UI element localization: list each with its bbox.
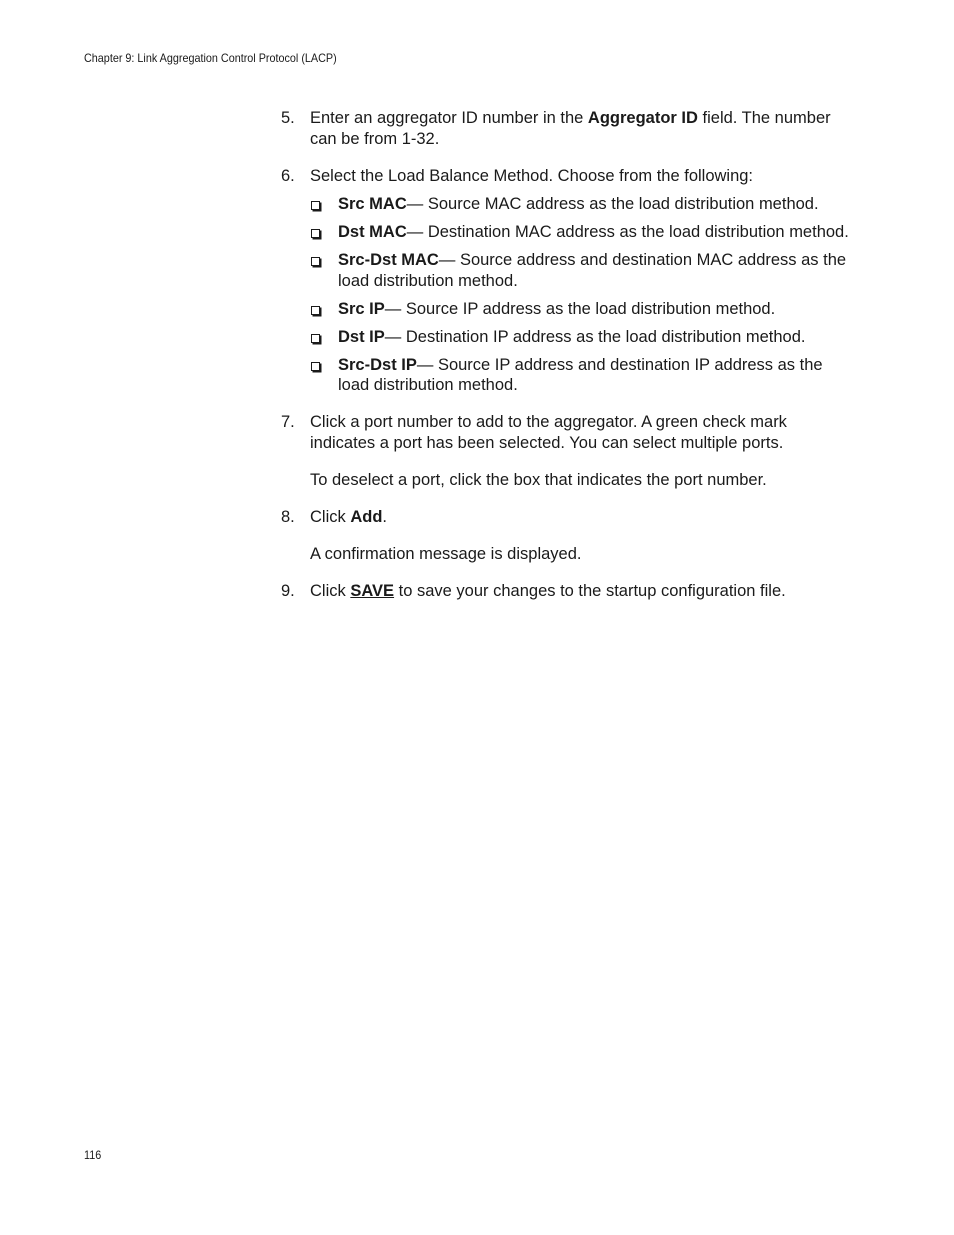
method-name: Src MAC <box>338 195 407 213</box>
method-desc: — Source MAC address as the load distribution method. <box>406 195 819 213</box>
method-desc: — Destination MAC address as the load distribution method. <box>406 223 849 241</box>
square-bullet-icon <box>311 334 320 343</box>
list-item <box>310 327 851 348</box>
method-name: Dst MAC <box>338 223 407 241</box>
step-7-note: To deselect a port, click the box that indicates the port number. <box>310 470 767 489</box>
method-name: Src-Dst MAC <box>338 251 439 269</box>
step-text-part: Click <box>310 581 351 600</box>
step-text-part: field. The number can be from 1-32. <box>310 109 831 148</box>
step-9 <box>281 581 851 602</box>
aggregator-id-term: Aggregator ID <box>587 109 698 127</box>
step-5 <box>281 108 851 149</box>
step-text-part: Enter an aggregator ID number in the <box>310 109 588 127</box>
square-bullet-icon <box>311 362 320 371</box>
step-6 <box>281 166 851 187</box>
page-number: 116 <box>84 1148 102 1162</box>
square-bullet-icon <box>311 306 320 315</box>
list-item <box>310 194 851 215</box>
step-number: 7. <box>281 413 295 431</box>
list-item <box>310 355 851 396</box>
step-number: 6. <box>281 166 295 185</box>
chapter-header: Chapter 9: Link Aggregation Control Protocol (LACP) <box>84 51 337 65</box>
method-text <box>338 355 851 396</box>
step-text <box>310 581 851 602</box>
method-text <box>338 299 851 320</box>
method-name: Src IP <box>338 299 385 318</box>
load-balance-method-list <box>310 194 851 396</box>
checkbox-bullet-icon <box>310 250 338 291</box>
step-text <box>310 108 851 149</box>
step-number: 5. <box>281 109 295 127</box>
method-name: Src-Dst IP <box>338 355 417 374</box>
method-desc: — Source IP address and destination IP address as the load distribution method. <box>338 355 823 394</box>
step-7 <box>281 412 851 453</box>
method-text <box>338 222 851 243</box>
square-bullet-icon <box>311 257 320 266</box>
step-number: 9. <box>281 581 295 600</box>
step-text: Click a port number to add to the aggregator. A green check mark indicates a port has been selected. You can select multiple ports. <box>310 413 787 452</box>
method-text <box>338 327 851 348</box>
step-8 <box>281 507 851 528</box>
method-desc: — Source IP address as the load distribution method. <box>384 299 776 318</box>
list-item <box>310 222 851 243</box>
method-name: Dst IP <box>338 327 385 346</box>
method-text <box>338 194 851 215</box>
save-link[interactable]: SAVE <box>350 581 395 600</box>
list-item <box>310 250 851 291</box>
checkbox-bullet-icon <box>310 327 338 348</box>
step-text: Select the Load Balance Method. Choose from the following: <box>310 166 754 185</box>
square-bullet-icon <box>311 229 320 238</box>
step-text <box>310 507 851 528</box>
checkbox-bullet-icon <box>310 299 338 320</box>
method-desc: — Source address and destination MAC address as the load distribution method. <box>338 251 847 290</box>
step-text-part: to save your changes to the startup configuration file. <box>394 581 786 600</box>
square-bullet-icon <box>311 201 320 210</box>
step-number: 8. <box>281 507 295 526</box>
checkbox-bullet-icon <box>310 194 338 215</box>
add-term: Add <box>350 507 383 526</box>
step-text-part: Click <box>310 507 351 526</box>
method-text <box>338 250 851 291</box>
instructions-content <box>281 108 851 618</box>
step-8-note: A confirmation message is displayed. <box>310 544 582 563</box>
checkbox-bullet-icon <box>310 355 338 396</box>
checkbox-bullet-icon <box>310 222 338 243</box>
list-item <box>310 299 851 320</box>
method-desc: — Destination IP address as the load distribution method. <box>384 327 806 346</box>
step-text-part: . <box>382 507 388 526</box>
